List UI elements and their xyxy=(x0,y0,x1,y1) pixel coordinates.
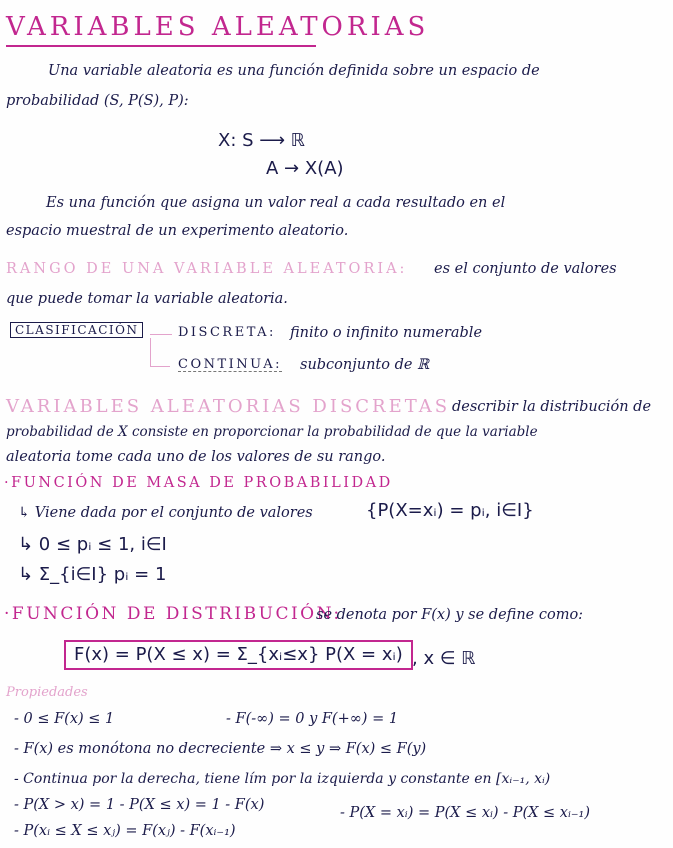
clasificacion-arrow-2 xyxy=(150,366,170,367)
propiedad-4b: - P(X = xᵢ) = P(X ≤ xᵢ) - P(X ≤ xᵢ₋₁) xyxy=(340,805,591,821)
discretas-heading: VARIABLES ALEATORIAS DISCRETAS xyxy=(6,396,451,417)
mapping-line-1: X: S ⟶ ℝ xyxy=(218,130,306,151)
function-line-1: Es una función que asigna un valor real a cada resultado en el xyxy=(46,195,506,211)
distribucion-domain: , x ∈ ℝ xyxy=(412,648,476,669)
rango-heading: RANGO DE UNA VARIABLE ALEATORIA: xyxy=(6,261,408,277)
masa-heading: ·FUNCIÓN DE MASA DE PROBABILIDAD xyxy=(4,475,393,491)
propiedad-2: - F(x) es monótona no decreciente ⇒ x ≤ y ⇒ F(x) ≤ F(y) xyxy=(14,741,427,757)
continua-text: subconjunto de ℝ xyxy=(300,357,430,373)
propiedad-1b: - F(-∞) = 0 y F(+∞) = 1 xyxy=(226,711,399,727)
distribucion-text: se denota por F(x) y se define como: xyxy=(316,607,584,623)
masa-item-2: ↳ 0 ≤ pᵢ ≤ 1, i∈I xyxy=(18,534,167,555)
definition-line-1: Una variable aleatoria es una función definida sobre un espacio de xyxy=(48,63,540,79)
propiedad-5: - P(xᵢ ≤ X ≤ xⱼ) = F(xⱼ) - F(xᵢ₋₁) xyxy=(14,823,236,839)
continua-label: CONTINUA: xyxy=(178,357,282,372)
masa-item-1-math: {P(X=xᵢ) = pᵢ, i∈I} xyxy=(366,500,534,521)
propiedad-3: - Continua por la derecha, tiene lím por la izquierda y constante en [xᵢ₋₁, xᵢ) xyxy=(14,771,551,787)
masa-item-3: ↳ Σ_{i∈I} pᵢ = 1 xyxy=(18,564,167,585)
distribucion-heading: ·FUNCIÓN DE DISTRIBUCIÓN: xyxy=(4,604,342,624)
definition-line-2: probabilidad (S, P(S), P): xyxy=(6,93,189,109)
title-underline xyxy=(6,45,316,47)
mapping-line-2: A → X(A) xyxy=(266,158,344,179)
discretas-text-3: aleatoria tome cada uno de los valores de su rango. xyxy=(6,449,386,465)
discreta-label: DISCRETA: xyxy=(178,325,276,340)
propiedad-4a: - P(X > x) = 1 - P(X ≤ x) = 1 - F(x) xyxy=(14,797,265,813)
clasificacion-arrow xyxy=(150,334,172,335)
page-title: VARIABLES ALEATORIAS xyxy=(6,12,430,42)
rango-text-2: que puede tomar la variable aleatoria. xyxy=(6,291,288,307)
masa-item-1: ↳ Viene dada por el conjunto de valores xyxy=(18,505,313,521)
distribucion-formula: F(x) = P(X ≤ x) = Σ_{xᵢ≤x} P(X = xᵢ) xyxy=(64,640,413,670)
clasificacion-label: CLASIFICACIÓN xyxy=(10,322,143,338)
clasificacion-branch xyxy=(150,338,151,366)
discretas-text-2: probabilidad de X consiste en proporcionar la probabilidad de que la variable xyxy=(6,424,538,440)
discretas-text-1: describir la distribución de xyxy=(452,399,652,415)
function-line-2: espacio muestral de un experimento aleatorio. xyxy=(6,223,349,239)
discreta-text: finito o infinito numerable xyxy=(290,325,483,341)
propiedades-heading: Propiedades xyxy=(6,685,88,700)
rango-text-1: es el conjunto de valores xyxy=(434,261,617,277)
propiedad-1a: - 0 ≤ F(x) ≤ 1 xyxy=(14,711,115,727)
